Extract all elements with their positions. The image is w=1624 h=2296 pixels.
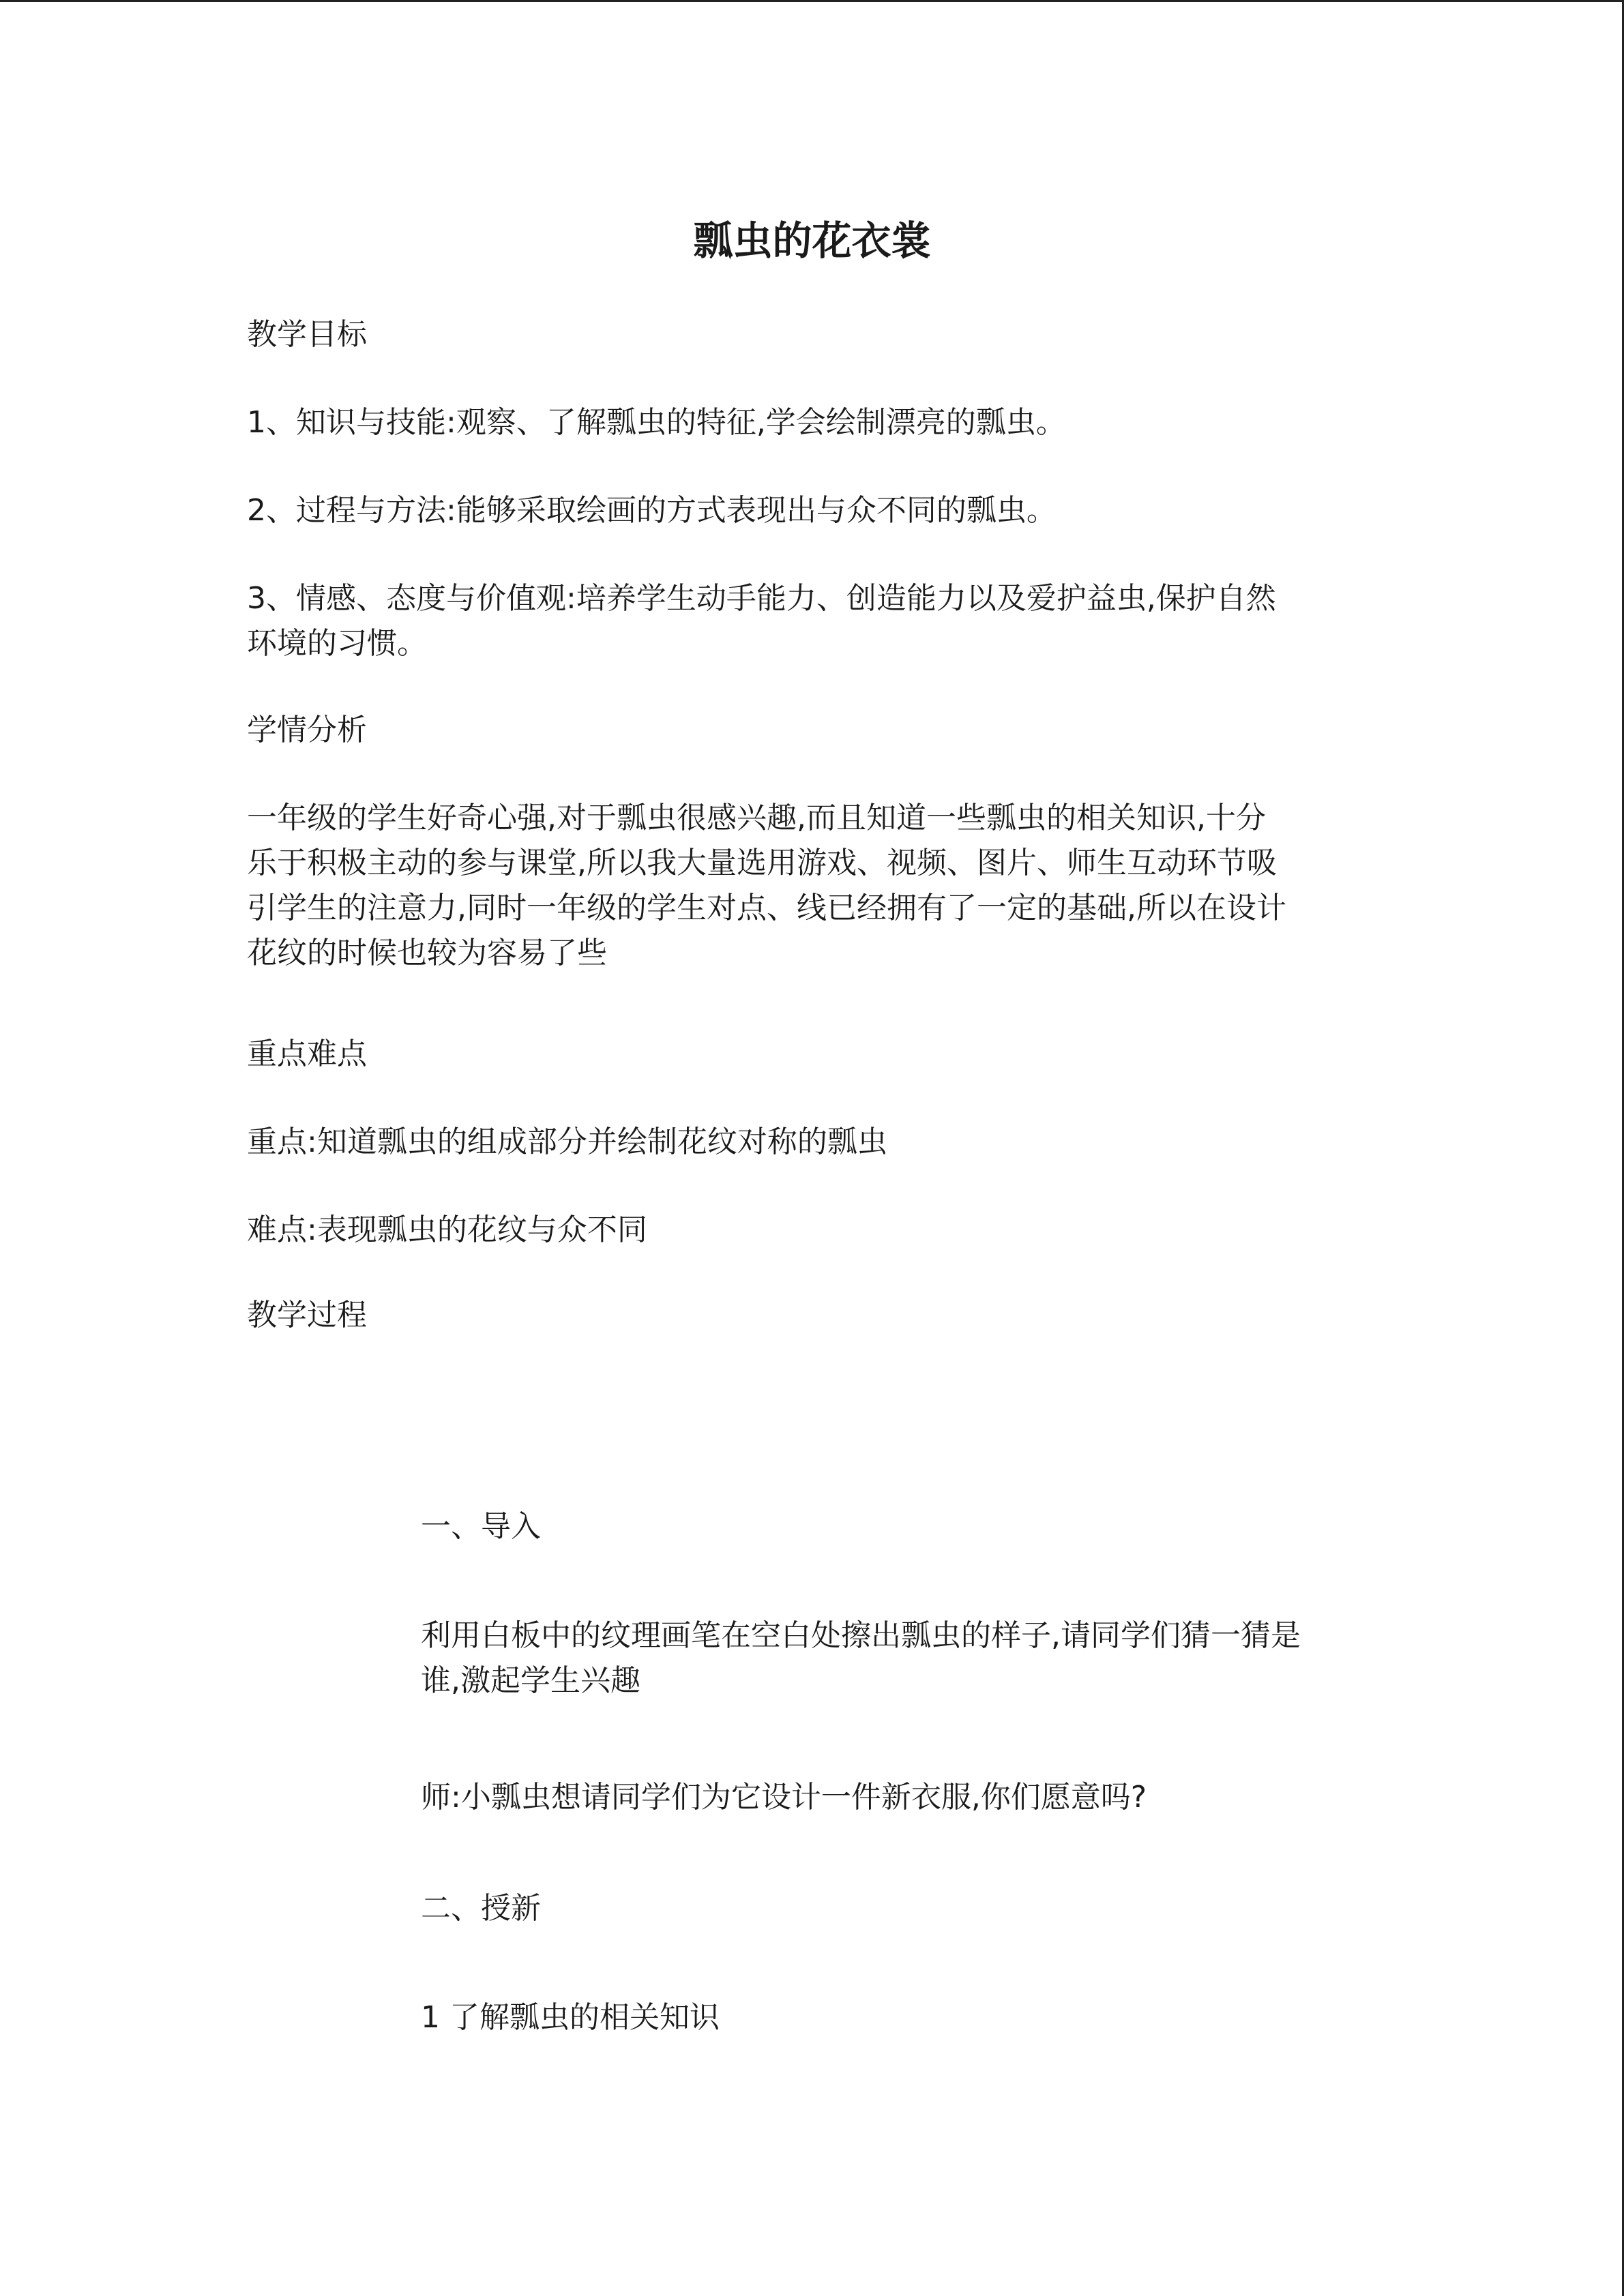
step-1-teacher-line: 师:小瓢虫想请同学们为它设计一件新衣服,你们愿意吗? [421,1780,1147,1815]
step-2-title: 二、授新 [421,1891,541,1926]
heading-student-analysis: 学情分析 [247,713,367,747]
goal-3-line-1: 3、情感、态度与价值观:培养学生动手能力、创造能力以及爱护益虫,保护自然 [247,581,1276,616]
heading-key-points: 重点难点 [247,1037,367,1071]
goal-3 [247,576,1379,666]
analysis-line-4: 花纹的时候也较为容易了些 [247,936,607,970]
analysis-line-1: 一年级的学生好奇心强,对于瓢虫很感兴趣,而且知道一些瓢虫的相关知识,十分 [247,801,1266,835]
analysis-paragraph [247,796,1379,976]
heading-teaching-goals: 教学目标 [247,317,367,352]
goal-1: 1、知识与技能:观察、了解瓢虫的特征,学会绘制漂亮的瓢虫。 [247,405,1066,440]
analysis-line-2: 乐于积极主动的参与课堂,所以我大量选用游戏、视频、图片、师生互动环节吸 [247,846,1277,880]
step-1-text-line-2: 谁,激起学生兴趣 [421,1663,640,1698]
analysis-line-3: 引学生的注意力,同时一年级的学生对点、线已经拥有了一定的基础,所以在设计 [247,891,1286,925]
key-point: 重点:知道瓢虫的组成部分并绘制花纹对称的瓢虫 [247,1124,887,1159]
step-1-title: 一、导入 [421,1509,541,1544]
difficulty-point: 难点:表现瓢虫的花纹与众不同 [247,1212,647,1247]
document-title: 瓢虫的花衣裳 [693,218,931,264]
goal-2: 2、过程与方法:能够采取绘画的方式表现出与众不同的瓢虫。 [247,493,1057,528]
step-2-item-1: 1 了解瓢虫的相关知识 [421,2000,720,2035]
goal-3-line-2: 环境的习惯。 [247,626,427,661]
step-1-text [421,1613,1389,1703]
heading-teaching-process: 教学过程 [247,1298,367,1332]
step-1-text-line-1: 利用白板中的纹理画笔在空白处擦出瓢虫的样子,请同学们猜一猜是 [421,1618,1301,1653]
